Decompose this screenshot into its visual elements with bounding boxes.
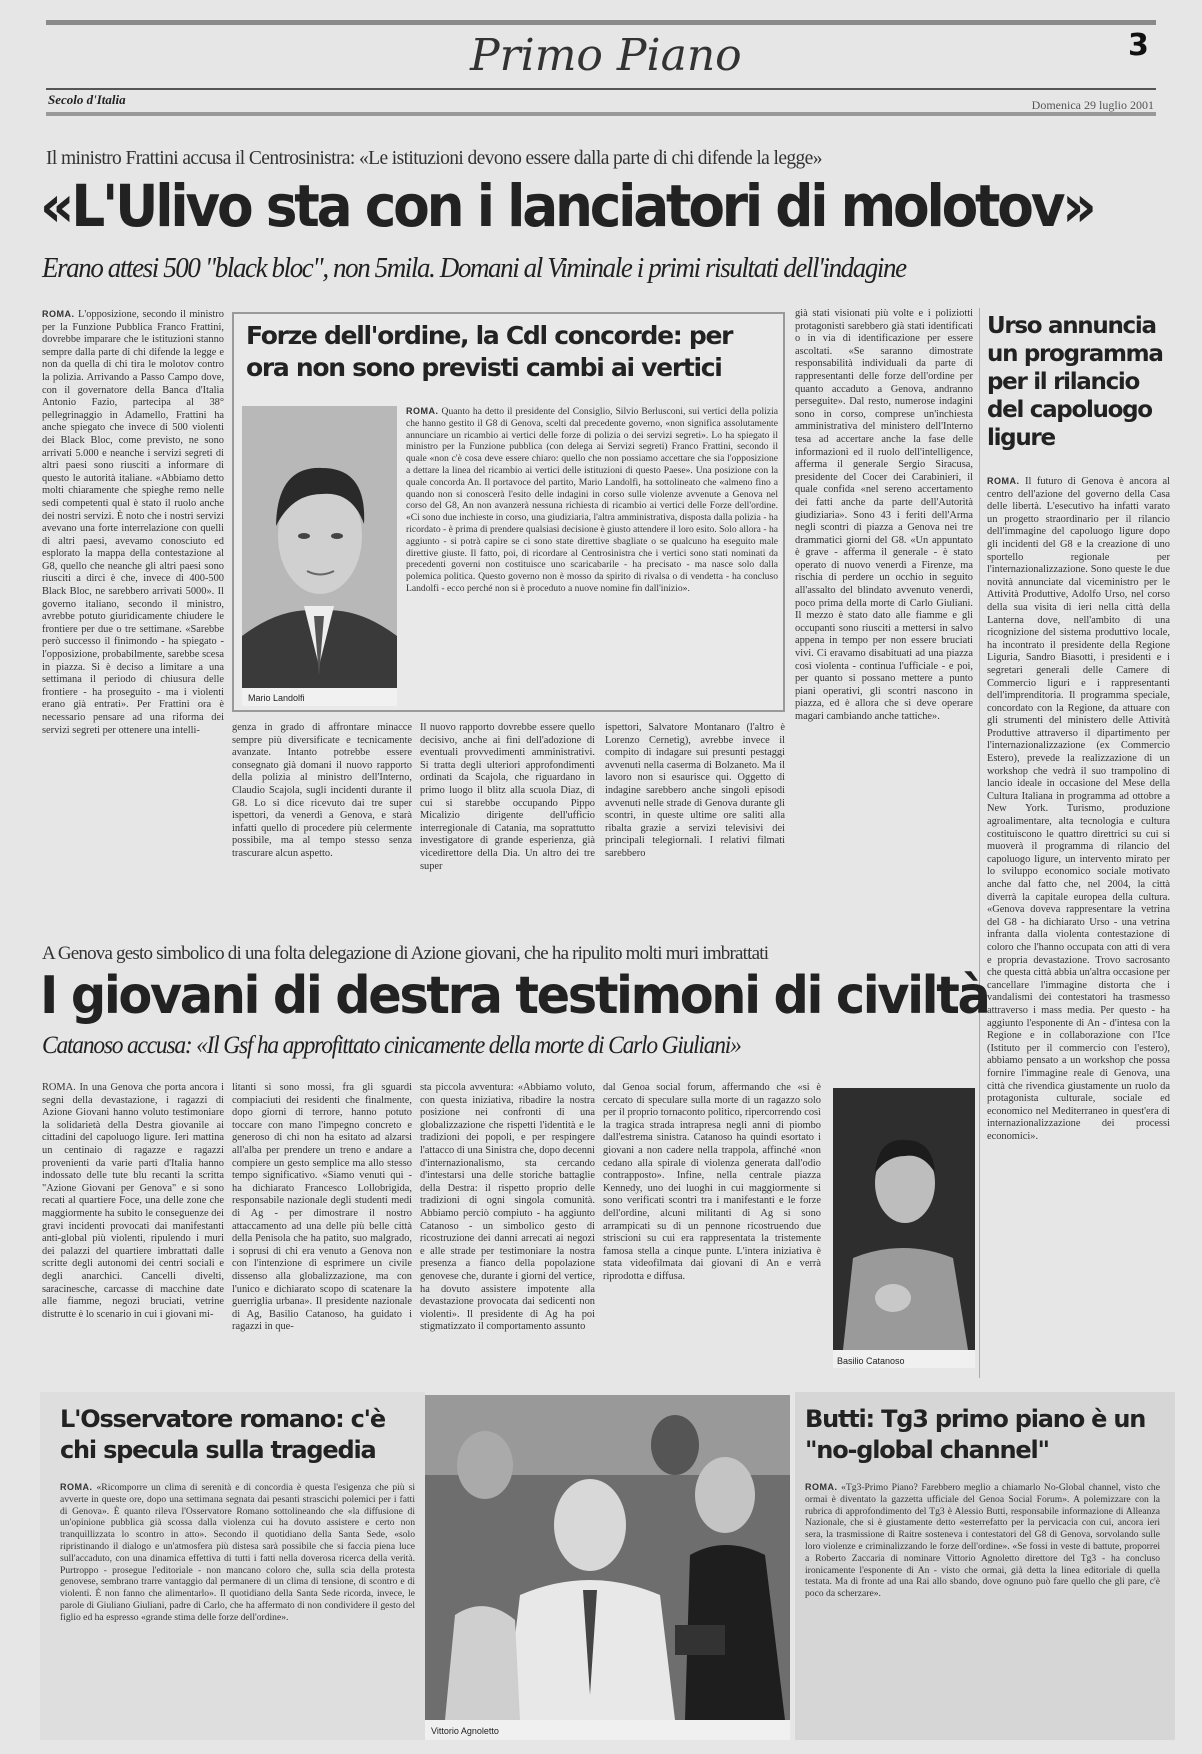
dateline: ROMA. [805, 1482, 838, 1492]
second-subhead: Catanoso accusa: «Il Gsf ha approfittato cinicamente della morte di Carlo Giuliani» [42, 1032, 741, 1059]
masthead-rule [46, 88, 1156, 90]
box-body: Quanto ha detto il presidente del Consiglio, Silvio Berlusconi, sui vertici della polizia che hanno gestito il G8 di Genova, scelti dal precedente governo, «non significa assolutamente annunciare un ricambio ai vertici delle forze di polizia o dei servizi segreti». Lo ha spiegato il ministro per la Funzione pubblica (con delega ai Servizi segreti) Franco Frattini, secondo il quale «non c'è cosa deve essere chiaro: quello che non possiamo accettare che sia l'opposizione a dettare la linea del ricambio ai vertici delle istituzioni di questo Paese». Una posizione con la quale concorda An. Il portavoce del partito, Mario Landolfi, ha sottolineato che «almeno fino a quando non si conoscerà l'esito delle indagini in corso sulle violenze avvenute a Genova nel corso del G8, An non avanzerà nessuna richiesta di ricambio ai vertici delle Forze dell'ordine. «Ci sono due inchieste in corso, una giudiziaria, l'altra amministrativa, disposta dalla polizia - ha ricordato - è prima di prendere qualsiasi decisione è giusto attendere il loro esito. Solo allora - ha aggiunto - si potrà capire se ci sono state direttive sbagliate o se qualcuno ha eseguito male direttive giuste. Il fatto, poi, di ricordare al Centrosinistra che i vertici sono stati nominati da precedenti governi non costituisce uno scaricabarile - ha precisato - ma nasce solo dalla polemica politica. Questo governo non è mosso da spirito di rivalsa o di vendetta - ha concluso Landolfi - ecco perché non si è proceduto a nuove nomine fin dall'inizio». [406, 406, 778, 594]
lead-column-4: ispettori, Salvatore Montanaro (l'altro è Lorenzo Cernetig), avrebbe invece il compito di indagare sui presunti pestaggi avvenuti nella caserma di Bolzaneto. Ma il lavoro non si esaurisce qui. Oggetto di indagine sarebbero anche singoli episodi avvenuti nelle strade di Genova durante gli scontri, in queste ultime ore saliti alla ribalta grazie a servizi televisivi dei principali telegiornali. I relativi filmati sarebbero [605, 722, 785, 859]
lead-subhead: Erano attesi 500 "black bloc", non 5mila. Domani al Viminale i primi risultati dell'indagine [42, 252, 906, 284]
osservatore-body: «Ricomporre un clima di serenità e di concordia è questa l'esigenza che più si avverte in queste ore, dopo una settimana segnata dai pesanti strascichi polemici per i fatti di Genova». È quanto rileva l'Osservatore Romano sottolineando che «la diffusione di un'opinione pubblica già scossa dalla violenza cui ha dovuto assistere e certo non tranquillizzata lo scontro in atto». Secondo il quotidiano della Santa Sede, «solo ripristinando il dialogo e un'atmosfera più distesa sarà possibile che si faccia piena luce sull'accaduto, con una dinamica effettiva di tutti i fatti nella doverosa ricerca della verità. Purtroppo - prosegue l'editoriale - non mancano coloro che, sulla scia della protesta genovese, sembrano trarre vantaggio dal permanere di un clima di tensione, di scontro e di violenti. È non fanno che alimentarlo». Il quotidiano della Santa Sede ricorda, invece, le parole di Giuliano Giuliani, padre di Carlo, che ha affermato di non condividere il gesto del figlio ed ha espresso «grande stima delle forze dell'ordine». [60, 1482, 415, 1623]
column-divider [979, 308, 980, 1378]
second-column-4: dal Genoa social forum, affermando che «si è cercato di speculare sulla morte di un ragazzo solo per il proprio tornaconto politico, ripercorrendo così la tragica strada intrapresa negli anni di piombo dall'estrema sinistra. Catanoso ha quindi esortato i giovani a non cadere nella trappola, affinché «non cedano alla spirale di violenza generata dall'odio contrapposto». Infine, nella centrale piazza Kennedy, uno dei luoghi in cui maggiormente si sono verificati scontri tra i manifestanti e le forze dell'ordine, alcuni militanti di Ag si sono arrampicati su di un pennone ricostruendo due striscioni su cui era rappresentata la tristemente famosa stella a cinque punte. L'intera iniziativa è stata videofilmata dai giovani di An e verrà riprodotta e diffusa. [603, 1082, 821, 1282]
second-headline: I giovani di destra testimoni di civiltà [40, 966, 989, 1026]
urso-text [987, 475, 1170, 1375]
lead-column-3: Il nuovo rapporto dovrebbe essere quello decisivo, anche ai fini dell'adozione di eventuali provvedimenti amministrativi. Si tratta degli ulteriori approfondimenti ordinati da Scajola, che riguardano in primo luogo il blitz alla scuola Diaz, di cui si starebbe occupando Pippo Micalizio dirigente dell'ufficio interregionale di Catania, ma soprattutto investigatore di grande esperienza, già vicedirettore della Dia. Un altro dei tre super [420, 722, 595, 872]
lead-text: L'opposizione, secondo il ministro per la Funzione Pubblica Franco Frattini, dovrebbe imparare che le istituzioni stanno sempre dalla parte di chi difende la legge e non da quella di chi tira le molotov contro la polizia. Arrivando a Passo Campo dove, con il governatore della Banca d'Italia Antonio Fazio, partecipa al 38° pellegrinaggio in Adamello, Frattini ha anche spiegato che invece di 500 violenti dei Black Bloc, come previsto, ne sono arrivati 5.000 e neanche i servizi segreti di altri paesi sono riusciti a informare di questo le autorità italiane. «Abbiamo detto molti chiaramente che spieghe remo nelle sedi competenti qual è stato il ruolo anche dei nostri servizi. È noto che i nostri servizi avevano una forte interrelazione con quelli di altri paesi, avevamo conosciuto ed esplorato la mappa della contestazione al G8, quello che neanche gli altri paesi sono riusciti a dirci è che, invece di 400-500 Black Bloc, ne sarebbero arrivati 5000». Il governo italiano, secondo il ministro, avrebbe potuto giuridicamente chiudere le frontiere per due o tre settimane. «Sarebbe però successo il finimondo - ha spiegato - l'opposizione, probabilmente, sarebbe scesa in piazza. Si è deciso a limitare a una settimana il periodo di chiusura delle frontiere - ha proseguito - ma i violenti erano già entrati». Per Frattini ora è necessario pensare ad una riforma dei servizi segreti per ottenere una intelli- [42, 309, 224, 736]
page-number: 3 [1128, 28, 1149, 63]
second-kicker: A Genova gesto simbolico di una folta delegazione di Azione giovani, che ha ripulito molti muri imbrattati [42, 943, 769, 964]
photo-caption: Vittorio Agnoletto [431, 1726, 499, 1736]
cdl-box [232, 312, 785, 712]
second-column-1: ROMA. In una Genova che porta ancora i segni della devastazione, i ragazzi di Azione Giovani hanno voluto testimoniare la solidarietà della Destra giovanile ai cittadini del capoluogo ligure. Ieri mattina un centinaio di ragazze e ragazzi provenienti da varie parti d'Italia hanno indossato delle tute blu recanti la scritta "Azione Giovani per Genova" e si sono recati al quartiere Foce, una delle zone che maggiormente ha subito le conseguenze dei gravi incidenti provocati dai manifestanti anti-global più violenti, ripulendo i muri dei palazzi del quartiere imbrattati dalle scritte degli autonomi dei centri sociali e degli anarchici. Cancelli divelti, saracinesche, carcasse di macchine date alle fiamme, negozi bruciati, vetrine distrutte è lo scenario in cui i giovani mi- [42, 1082, 224, 1320]
photo-caption: Mario Landolfi [248, 693, 305, 703]
dateline: ROMA. [60, 1482, 93, 1492]
butti-body: «Tg3-Primo Piano? Farebbero meglio a chiamarlo No-Global channel, visto che ormai è diventato la gazzetta ufficiale del Genoa Social Forum». A polemizzare con la rubrica di approfondimento del Tg3 è Alessio Butti, responsabile informazione di Alleanza Nazionale, che si è giustamente detto «esterrefatto per la pervicacia con cui, ancora ieri sera, la trasmissione di Raitre sosteneva i contestatori del G8 di Genova, sorvolando sulle loro violenze e criminalizzando le forze dell'ordine». «Se fossi in veste di battute, proporrei a Roberto Zaccaria di nominare Vittorio Agnoletto direttore del Tg3 - ha concluso ironicamente l'esponente di An - visto che ormai, già detta la linea editoriale di quella testata. Ma di fronte ad una Rai allo sbando, dove ognuno può fare quello che gli pare, c'è poco da scherzare». [805, 1482, 1160, 1600]
osservatore-text [60, 1482, 415, 1732]
dateline: ROMA. [42, 309, 75, 319]
agnoletto-photo [425, 1395, 790, 1740]
lead-column-1 [42, 308, 224, 948]
newspaper-name: Secolo d'Italia [48, 92, 126, 107]
photo-caption: Basilio Catanoso [837, 1356, 905, 1366]
lead-column-2: genza in grado di affrontare minacce sempre più diversificate e tecnicamente avanzate. Intanto potrebbe essere consegnato già domani il nuovo rapporto della polizia al ministro dell'Interno, Claudio Scajola, sugli incidenti durante il G8. Lo si dice ricevuto dai tre super ispettori, da venerdì a Genova, e starà infatti quello di procedere più celermente possibile, ma al tempo stesso senza trascurare alcun aspetto. [232, 722, 412, 859]
issue-date: Domenica 29 luglio 2001 [1031, 98, 1154, 112]
portrait-image [833, 1088, 975, 1350]
lead-headline: «L'Ulivo sta con i lanciatori di molotov» [40, 172, 1094, 240]
box-headline: Forze dell'ordine, la Cdl concorde: per ora non sono previsti cambi ai vertici [246, 321, 733, 382]
portrait-image [242, 406, 397, 706]
osservatore-box [40, 1392, 425, 1740]
section-title: Primo Piano [470, 30, 742, 81]
urso-headline: Urso annuncia un programma per il rilancio del capoluogo ligure [987, 313, 1163, 451]
butti-headline: Butti: Tg3 primo piano è un "no-global channel" [805, 1405, 1146, 1464]
masthead-bottom-rule [46, 112, 1156, 116]
second-column-3: sta piccola avventura: «Abbiamo voluto, con questa iniziativa, ribadire la nostra posizione nei confronti di una globalizzazione che rispetti l'identità e le tradizioni dei popoli, e per respingere l'attacco di una Sinistra che, dopo decenni d'internazionalismo, sta cercando d'intestarsi una delle storiche battaglie della Destra: il rispetto proprio delle tradizioni di ogni singola comunità. Abbiamo perciò compiuto - ha aggiunto Catanoso - un simbolico gesto di ricostruzione dei danni arrecati ai negozi e alle strade per testimoniare la nostra presenza a fianco della popolazione genovese che, durante i giorni del vertice, ha dovuto assistere impotente alla devastazione provocata dai sedicenti non violenti». Il presidente di Ag ha poi stigmatizzato il comportamento assunto [420, 1082, 595, 1333]
catanoso-photo [833, 1088, 975, 1368]
osservatore-headline: L'Osservatore romano: c'è chi specula sulla tragedia [60, 1405, 385, 1464]
lead-kicker: Il ministro Frattini accusa il Centrosinistra: «Le istituzioni devono essere dalla parte di chi difende la legge» [46, 148, 822, 169]
dateline: ROMA. [406, 406, 439, 416]
second-column-2: litanti si sono mossi, fra gli sguardi compiaciuti dei residenti che finalmente, dopo giorni di terrore, hanno potuto toccare con mano l'impegno concreto e generoso di chi non ha esitato ad alzarsi all'alba per prendere un treno e andare a compiere un gesto semplice ma allo stesso tempo significativo. «Siamo venuti qui - ha dichiarato Francesco Lollobrigida, responsabile nazionale degli studenti medi di Ag - per dimostrare il nostro attaccamento ad una delle più belle città della Penisola che ha patito, suo malgrado, i soprusi di chi era venuto a Genova non con l'intenzione di esprimere un civile dissenso alla globalizzazione, ma con l'unico e dichiarato scopo di scatenare la guerriglia urbana». Il presidente nazionale di Ag, Basilio Catanoso, ha guidato i ragazzi in que- [232, 1082, 412, 1333]
urso-body: Il futuro di Genova è ancora al centro dell'azione del governo della Casa delle libertà. L'esecutivo ha infatti varato un progetto straordinario per il rilancio dell'immagine del capoluogo ligure dopo gli incidenti del G8 e la creazione di uno sportello regionale per l'internazionalizzazione. Sono queste le due novità annunciate dal viceministro per le Attività Produttive, Adolfo Urso, nel corso della sua visita di ieri nella città della Lanterna dove, nell'ambito di una ricognizione del sistema produttivo locale, ha incontrato il presidente della Regione Liguria, Sandro Biasotti, i presidenti e i segretari generali delle Camere di Commercio liguri e i rappresentanti dell'imprenditoria. Il programma speciale, concordato con la Regione, da attuare con gli strumenti del ministero delle Attività Produttive attraverso il dipartimento per l'internazionalizzazione (ex Commercio Estero), prevede la realizzazione di un workshop che vedrà il suo trampolino di lancio ideale in occasione del Mese della Cultura Italiana in programma ad ottobre a New York. Turismo, produzione agroalimentare, alta tecnologia e cultura costituiscono le quattro direttrici su cui si muoverà il programma di rilancio del capoluogo ligure, un intervento mirato per lo sviluppo economico sociale motivato anche dal fatto che, nel 2004, la città diverrà la capitale europea della cultura. «Genova doveva rappresentare la vetrina del G8 - ha dichiarato Urso - una vetrina infranta dalla violenta contestazione di coloro che l'hanno occupata con atti di vera e propria devastazione. Trovo sacrosanto che questa città abbia un'altra occasione per cancellare l'immagine distorta che i vandalismi dei contestatori ha trasmesso attraverso i mass media. Per questo - ha aggiunto l'esponente di An - d'intesa con la Regione e in collaborazione con l'Ice (Istituto per il commercio con l'estero), abbiamo pensato a un workshop che possa fornire l'immagine reale di Genova, una città che rivendica giustamente un ruolo da protagonista culturale, sociale ed economico nel Mediterraneo in quest'era di internazionalizzazione dei processi economici». [987, 476, 1170, 1142]
butti-box [795, 1392, 1175, 1740]
landolfi-photo [242, 406, 397, 706]
dateline: ROMA. [987, 476, 1020, 486]
butti-text [805, 1482, 1160, 1732]
box-text [406, 406, 778, 706]
lead-column-5: già stati visionati più volte e i poliziotti protagonisti sarebbero già stati identificati o in via di identificazione per essere ascoltati. «Se saranno dimostrate responsabilità individuali da parte di rappresentanti delle forze dell'ordine per quanto accaduto a Genova, andranno perseguite». Dal resto, numerose indagini sono in corso, comprese un'inchiesta amministrativa del ministero dell'Interno tesa ad accertare anche la fase delle informazioni ed il ruolo dell'intelligence, afferma il generale Sergio Siracusa, presidente del Cocer dei Carabinieri, il quale confida «nel sereno accertamento dei fatti anche da parte dell'Autorità giudiziaria». Sono 43 i feriti dell'Arma negli scontri di piazza a Genova nei tre drammatici giorni del G8. «Un appuntato è grave - afferma il generale - è stato operato di nuovo venerdì a Firenze, ma rischia di perdere un occhio in seguito all'assalto del blindato avvenuto venerdì, poco prima della morte di Carlo Giuliani. Il mezzo è stato dato alle fiamme e gli occupanti sono riusciti a mettersi in salvo appena in tempo per non essere bruciati vivi. Ci eravamo disabituati ad una piazza così violenta - continua l'ufficiale - e poi, per quanto si possano mettere a punto piani operativi, gli scontri nascono in piazza, ed è allora che si deve operare magari cambiando anche tattiche». [795, 308, 973, 722]
masthead-top-rule [46, 20, 1156, 25]
press-photo-image [425, 1395, 790, 1720]
